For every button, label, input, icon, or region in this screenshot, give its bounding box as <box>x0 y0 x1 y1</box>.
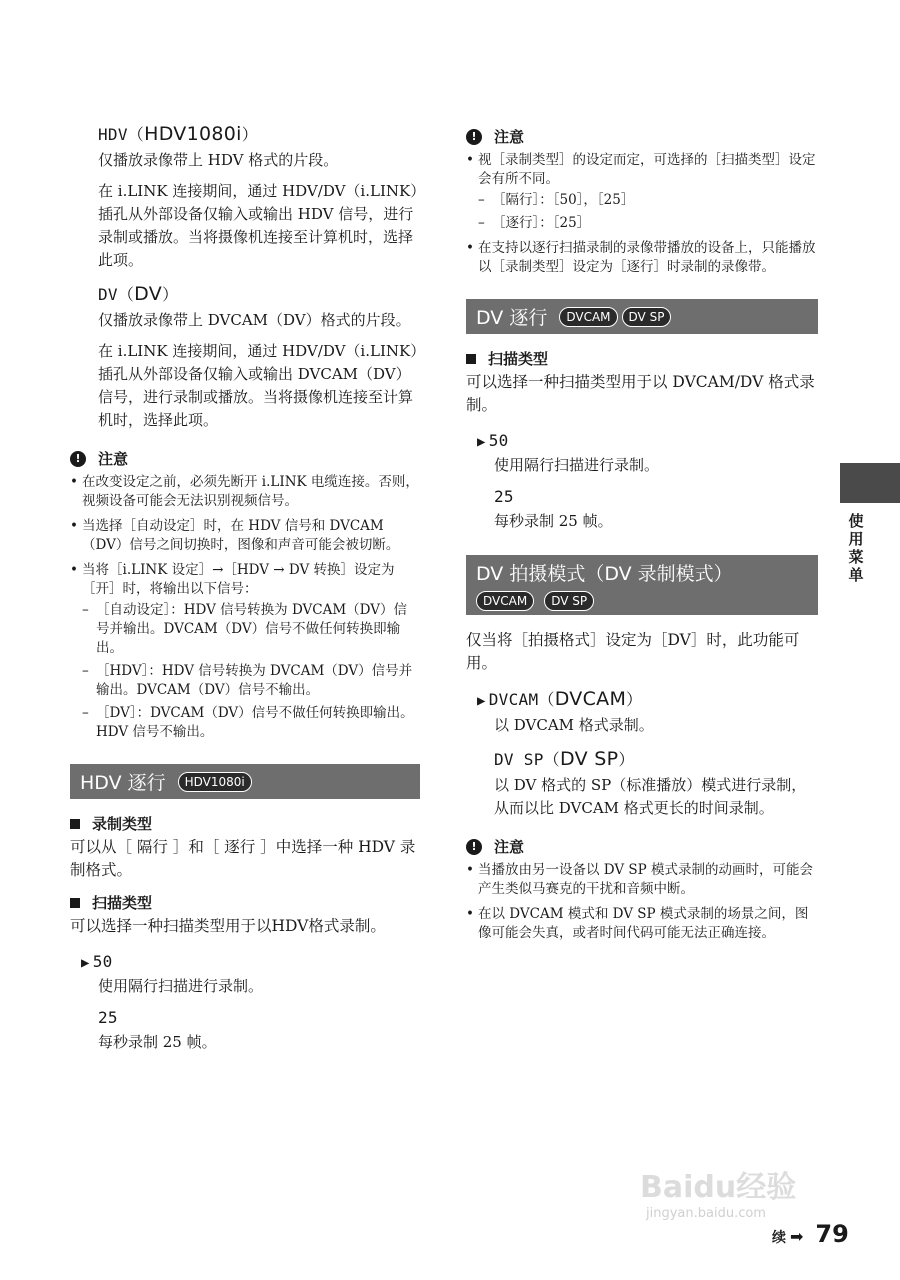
note-item: • 在改变设定之前，必须先断开 i.LINK 电缆连接。否则，视频设备可能会无法识别视频信号。 <box>70 473 420 511</box>
option-25-heading: 25 <box>494 487 514 506</box>
note-item: • 当选择［自动设定］时，在 HDV 信号和 DVCAM（DV）信号之间切换时，图像和声音可能会被切断。 <box>70 517 420 555</box>
default-arrow-icon: ▶ <box>81 955 90 971</box>
option-hdv-desc-1: 仅播放录像带上 HDV 格式的片段。 <box>98 151 339 169</box>
note-sub-item: – ［DV］：DVCAM（DV）信号不做任何转换即输出。HDV 信号不输出。 <box>82 704 420 742</box>
rec-type-desc: 可以从［ 隔行 ］和［ 逐行 ］中选择一种 HDV 录制格式。 <box>70 838 416 879</box>
note-sub-list <box>82 601 420 742</box>
scan-type-desc: 可以选择一种扫描类型用于以 DVCAM/DV 格式录制。 <box>466 373 815 414</box>
option-25-heading: 25 <box>98 1008 118 1027</box>
caution-icon: ! <box>70 451 86 467</box>
page-footer <box>772 1220 849 1248</box>
note-item: • 当播放由另一设备以 DV SP 模式录制的动画时，可能会产生类似马赛克的干扰和音频中断。 <box>466 861 818 899</box>
option-50-heading: ▶ 50 <box>477 431 509 450</box>
hdv1080i-icon: HDV1080i <box>178 772 252 792</box>
default-arrow-icon: ▶ <box>477 693 486 709</box>
option-50-desc: 使用隔行扫描进行录制。 <box>494 456 660 474</box>
scan-type-desc: 可以选择一种扫描类型用于以HDV格式录制。 <box>70 917 386 935</box>
rec-type-heading: 录制类型 <box>70 813 420 834</box>
option-hdv-heading: HDV（HDV1080i） <box>98 123 259 145</box>
section-banner-dv-progressive: DV 逐行 DVCAM DV SP <box>466 299 818 334</box>
caution-icon: ! <box>466 839 482 855</box>
note-item: • 在支持以逐行扫描录制的录像带播放的设备上，只能播放以［录制类型］设定为［逐行］时录制的录像带。 <box>466 239 818 277</box>
option-dv-desc-2: 在 i.LINK 连接期间，通过 HDV/DV（i.LINK）插孔从外部设备仅输入或输出 DVCAM（DV）信号，进行录制或播放。当将摄像机连接至计算机时，选择此项。 <box>98 342 418 429</box>
default-arrow-icon: ▶ <box>477 434 486 450</box>
side-tab-label: 使用菜单 <box>848 512 864 584</box>
continued-label: 续 <box>772 1230 786 1246</box>
note-sub-item: – ［HDV］：HDV 信号转换为 DVCAM（DV）信号并输出。DVCAM（DV）信号不输出。 <box>82 662 420 700</box>
dv-rec-mode-intro: 仅当将［拍摄格式］设定为［DV］时，此功能可用。 <box>466 631 800 672</box>
note-sub-list <box>478 191 818 233</box>
note-sub-item: – ［自动设定］：HDV 信号转换为 DVCAM（DV）信号并输出。DVCAM（DV）信号不做任何转换即输出。 <box>82 601 420 658</box>
option-50-desc: 使用隔行扫描进行录制。 <box>98 977 264 995</box>
note-heading: ! 注意 <box>466 836 818 857</box>
dvcam-icon: DVCAM <box>476 591 534 611</box>
section-banner-hdv-progressive: HDV 逐行 HDV1080i <box>70 764 420 799</box>
left-column <box>70 122 420 1062</box>
section-banner-dv-rec-mode: DV 拍摄模式（DV 录制模式） DVCAM DV SP <box>466 555 818 615</box>
option-hdv-desc-2: 在 i.LINK 连接期间，通过 HDV/DV（i.LINK）插孔从外部设备仅输入或输出 HDV 信号，进行录制或播放。当将摄像机连接至计算机时，选择此项。 <box>98 182 418 269</box>
option-50-heading: ▶ 50 <box>81 952 113 971</box>
dv-icon: DV <box>134 283 163 305</box>
hdv1080i-icon: HDV1080i <box>144 123 242 145</box>
note-list <box>70 473 420 742</box>
side-tab-marker <box>840 463 900 503</box>
note-heading: ! 注意 <box>466 126 818 147</box>
right-column <box>466 112 818 949</box>
option-25-desc: 每秒录制 25 帧。 <box>98 1033 217 1051</box>
dvcam-icon: DVCAM <box>559 307 617 327</box>
caution-icon: ! <box>466 129 482 145</box>
baidu-watermark: Baidu经验 jingyan.baidu.com <box>640 1170 797 1221</box>
option-25-desc: 每秒录制 25 帧。 <box>494 512 613 530</box>
note-heading: ! 注意 <box>70 448 420 469</box>
note-sub-item: – ［隔行］：［50］，［25］ <box>478 191 818 210</box>
dv-sp-icon: DV SP <box>544 591 594 611</box>
dvcam-icon: DVCAM <box>554 688 627 710</box>
scan-type-heading: 扫描类型 <box>466 348 818 369</box>
note-sub-item: – ［逐行］：［25］ <box>478 214 818 233</box>
option-dvcam-desc: 以 DVCAM 格式录制。 <box>494 716 654 734</box>
note-item: • 当将［i.LINK 设定］→［HDV → DV 转换］设定为［开］时，将输出以下信号： – ［自动设定］：HDV 信号转换为 DVCAM（DV）信号并输出。DVCAM（DV）信号不做任何转换即输出。 – ［HDV］：HDV 信号转换为 DVCAM（DV）信号并输出。DVCAM（DV）信号不输出。 – ［DV］：DVCAM（DV）信号不做任何转换即输出。HDV 信号不输出。 <box>70 561 420 742</box>
note-list <box>466 861 818 943</box>
option-dvsp-heading: DV SP（DV SP） <box>494 748 635 770</box>
dv-sp-icon: DV SP <box>622 307 672 327</box>
note-item: • 在以 DVCAM 模式和 DV SP 模式录制的场景之间，图像可能会失真，或者时间代码可能无法正确连接。 <box>466 905 818 943</box>
page-number: 79 <box>815 1220 849 1248</box>
note-list <box>466 151 818 277</box>
option-dv-heading: DV（DV） <box>98 283 179 305</box>
option-dvcam-heading: ▶ DVCAM（DVCAM） <box>477 688 643 710</box>
dv-sp-icon: DV SP <box>559 748 619 770</box>
continued-arrow-icon: ➡ <box>790 1227 804 1246</box>
note-item: • 视［录制类型］的设定而定，可选择的［扫描类型］设定会有所不同。 – ［隔行］：［50］，［25］ – ［逐行］：［25］ <box>466 151 818 233</box>
option-dvsp-desc: 以 DV 格式的 SP（标准播放）模式进行录制，从而以比 DVCAM 格式更长的时间录制。 <box>494 776 807 817</box>
option-dv-desc-1: 仅播放录像带上 DVCAM（DV）格式的片段。 <box>98 311 411 329</box>
scan-type-heading: 扫描类型 <box>70 892 420 913</box>
